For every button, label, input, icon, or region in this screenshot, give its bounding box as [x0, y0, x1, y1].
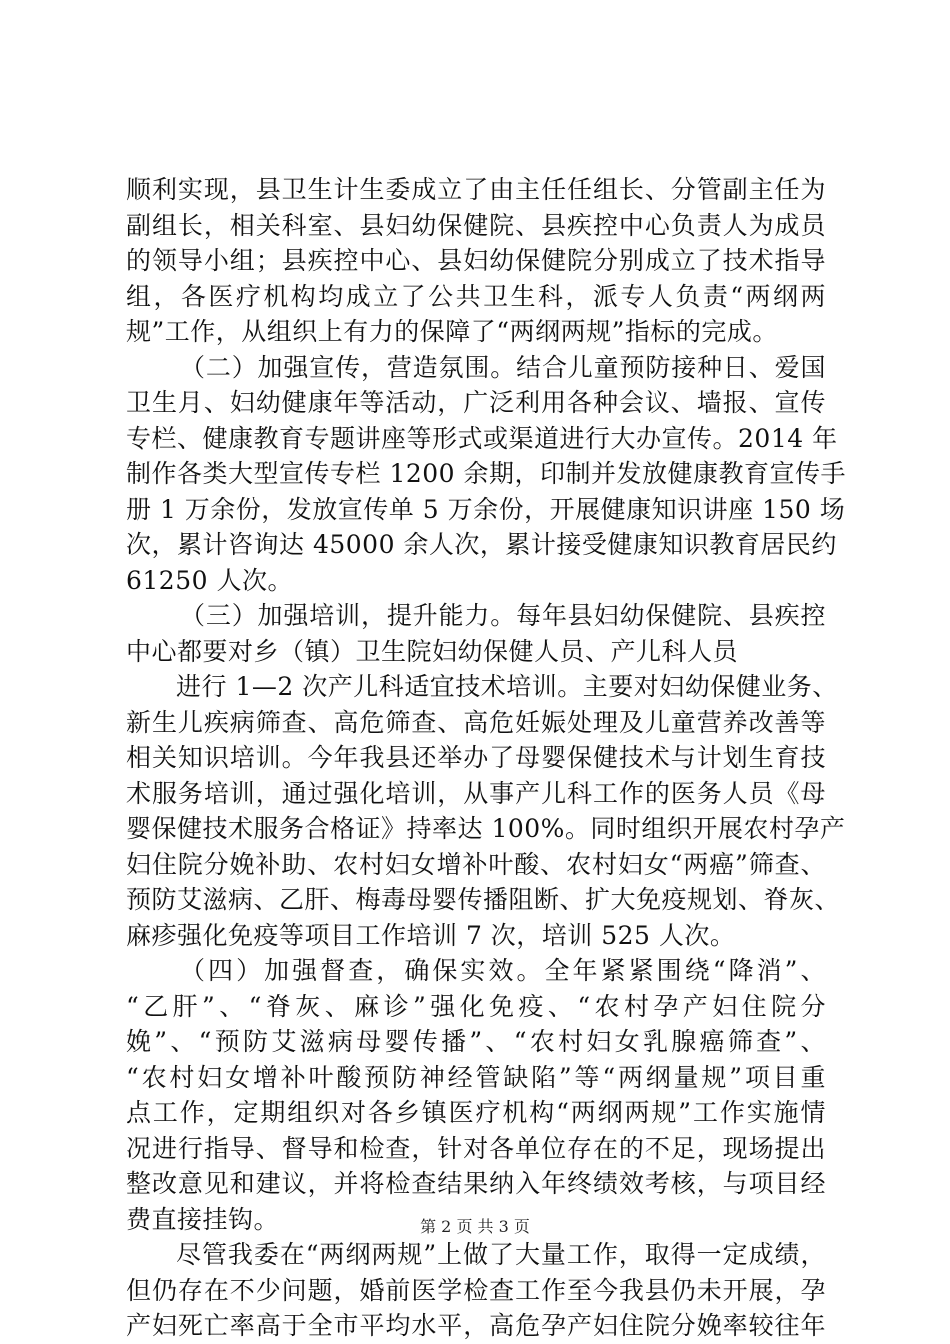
- text-line: 卫生月、妇幼健康年等活动，广泛利用各种会议、墙报、宣传: [126, 388, 826, 417]
- text-line: （二）加强宣传，营造氛围。结合儿童预防接种日、爱国: [180, 352, 826, 382]
- text-line: “农村妇女增补叶酸预防神经管缺陷”等“两纲量规”项目重: [126, 1062, 826, 1092]
- text-line: 况进行指导、督导和检查，针对各单位存在的不足，现场提出: [126, 1133, 826, 1163]
- page-number-footer: 第 2 页 共 3 页: [420, 1217, 530, 1236]
- text-line: 预防艾滋病、乙肝、梅毒母婴传播阻断、扩大免疫规划、脊灰、: [126, 885, 841, 914]
- text-line: 新生儿疾病筛查、高危筛查、高危妊娠处理及儿童营养改善等: [126, 707, 826, 737]
- text-line: 制作各类大型宣传专栏 1200 余期，印制并发放健康教育宣传手: [126, 459, 847, 488]
- text-line: （三）加强培训，提升能力。每年县妇幼保健院、县疾控: [180, 601, 826, 630]
- document-body: [126, 172, 847, 1344]
- text-line: 组，各医疗机构均成立了公共卫生科，派专人负责“两纲两: [126, 281, 826, 311]
- text-line: 婴保健技术服务合格证》持率达 100%。同时组织开展农村孕产: [126, 814, 846, 843]
- text-line: 整改意见和建议，并将检查结果纳入年终绩效考核，与项目经: [126, 1169, 826, 1198]
- text-line: 专栏、健康教育专题讲座等形式或渠道进行大办宣传。2014 年: [126, 423, 838, 453]
- text-line: 产妇死亡率高于全市平均水平，高危孕产妇住院分娩率较往年: [126, 1311, 826, 1340]
- text-line: 中心都要对乡（镇）卫生院妇幼保健人员、产儿科人员: [126, 636, 739, 666]
- text-line: 点工作，定期组织对各乡镇医疗机构“两纲两规”工作实施情: [126, 1098, 826, 1127]
- text-line: 娩”、“预防艾滋病母婴传播”、“农村妇女乳腺癌筛查”、: [126, 1027, 826, 1056]
- text-line: 副组长，相关科室、县妇幼保健院、县疾控中心负责人为成员: [126, 210, 826, 240]
- text-line: （四）加强督查，确保实效。全年紧紧围绕“降消”、: [180, 956, 826, 985]
- text-line: 麻疹强化免疫等项目工作培训 7 次，培训 525 人次。: [126, 920, 736, 950]
- text-line: 但仍存在不少问题，婚前医学检查工作至今我县仍未开展，孕: [126, 1275, 826, 1305]
- text-line: 册 1 万余份，发放宣传单 5 万余份，开展健康知识讲座 150 场: [126, 494, 846, 524]
- text-line: 顺利实现，县卫生计生委成立了由主任任组长、分管副主任为: [126, 175, 826, 204]
- text-line: 61250 人次。: [126, 565, 293, 595]
- text-line: 尽管我委在“两纲两规”上做了大量工作，取得一定成绩，: [176, 1240, 826, 1269]
- text-line: 相关知识培训。今年我县还举办了母婴保健技术与计划生育技: [126, 743, 826, 772]
- text-line: “乙肝”、“脊灰、麻诊”强化免疫、“农村孕产妇住院分: [126, 991, 826, 1021]
- text-line: 的领导小组；县疾控中心、县妇幼保健院分别成立了技术指导: [126, 246, 826, 275]
- text-line: 费直接挂钩。: [126, 1204, 280, 1234]
- text-line: 次，累计咨询达 45000 余人次，累计接受健康知识教育居民约: [126, 530, 837, 559]
- text-line: 术服务培训，通过强化培训，从事产儿科工作的医务人员《母: [126, 778, 826, 808]
- text-line: 规”工作，从组织上有力的保障了“两纲两规”指标的完成。: [126, 317, 778, 346]
- text-line: 进行 1—2 次产儿科适宜技术培训。主要对妇幼保健业务、: [176, 672, 838, 701]
- text-line: 妇住院分娩补助、农村妇女增补叶酸、农村妇女“两癌”筛查、: [126, 849, 826, 879]
